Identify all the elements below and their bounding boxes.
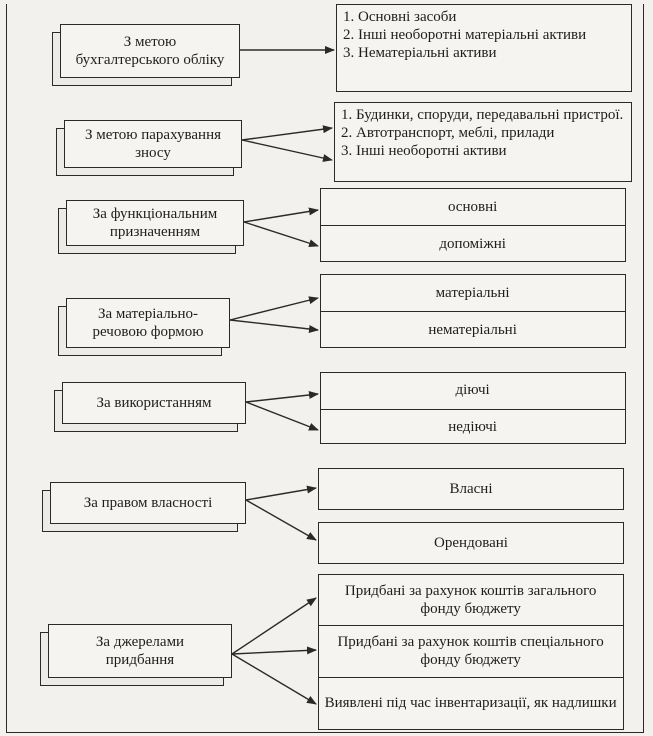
criterion-depreciation: З метою парахування зносу — [64, 120, 242, 168]
output-list-accounting — [336, 4, 632, 92]
criterion-acquisition-source: За джерелами придбання — [48, 624, 232, 678]
output-list-depreciation — [334, 102, 632, 182]
output-item-main: основні — [447, 198, 498, 215]
output-item-general-fund: Придбані за рахунок коштів загального фонду бюджету — [344, 582, 597, 617]
output-item: 1. Основні засоби — [343, 9, 457, 25]
criterion-ownership: За правом власності — [50, 482, 246, 524]
output-item: 3. Нематеріальні активи — [343, 45, 497, 61]
output-item-inactive: недіючі — [448, 419, 497, 435]
output-item-auxiliary: допоміжні — [439, 236, 506, 252]
criterion-usage: За використанням — [62, 382, 246, 424]
output-item-leased: Орендовані — [318, 522, 624, 564]
output-item-intangible: нематеріальні — [428, 322, 517, 338]
output-pair-usage — [320, 372, 626, 444]
output-item: 1. Будинки, споруди, передавальні пристрої. — [341, 107, 624, 123]
criterion-accounting-purpose: З метою бухгалтерського обліку — [60, 24, 240, 78]
output-item: 3. Інші необоротні активи — [341, 143, 507, 159]
output-item-own: Власні — [318, 468, 624, 510]
output-item-tangible: матеріальні — [435, 284, 510, 301]
criterion-material-form: За матеріально- речовою формою — [66, 298, 230, 348]
output-item-surplus: Виявлені під час інвентаризації, як надлишки — [324, 695, 617, 711]
output-pair-material — [320, 274, 626, 348]
output-item: 2. Інші необоротні матеріальні активи — [343, 27, 587, 43]
output-item-special-fund: Придбані за рахунок коштів спеціального фонду бюджету — [337, 634, 604, 668]
output-list-acquisition — [318, 574, 624, 730]
output-item: 2. Автотранспорт, меблі, прилади — [341, 125, 555, 141]
output-item-active: діючі — [455, 381, 490, 398]
criterion-functional-purpose: За функціональним призначенням — [66, 200, 244, 246]
output-pair-functional — [320, 188, 626, 262]
